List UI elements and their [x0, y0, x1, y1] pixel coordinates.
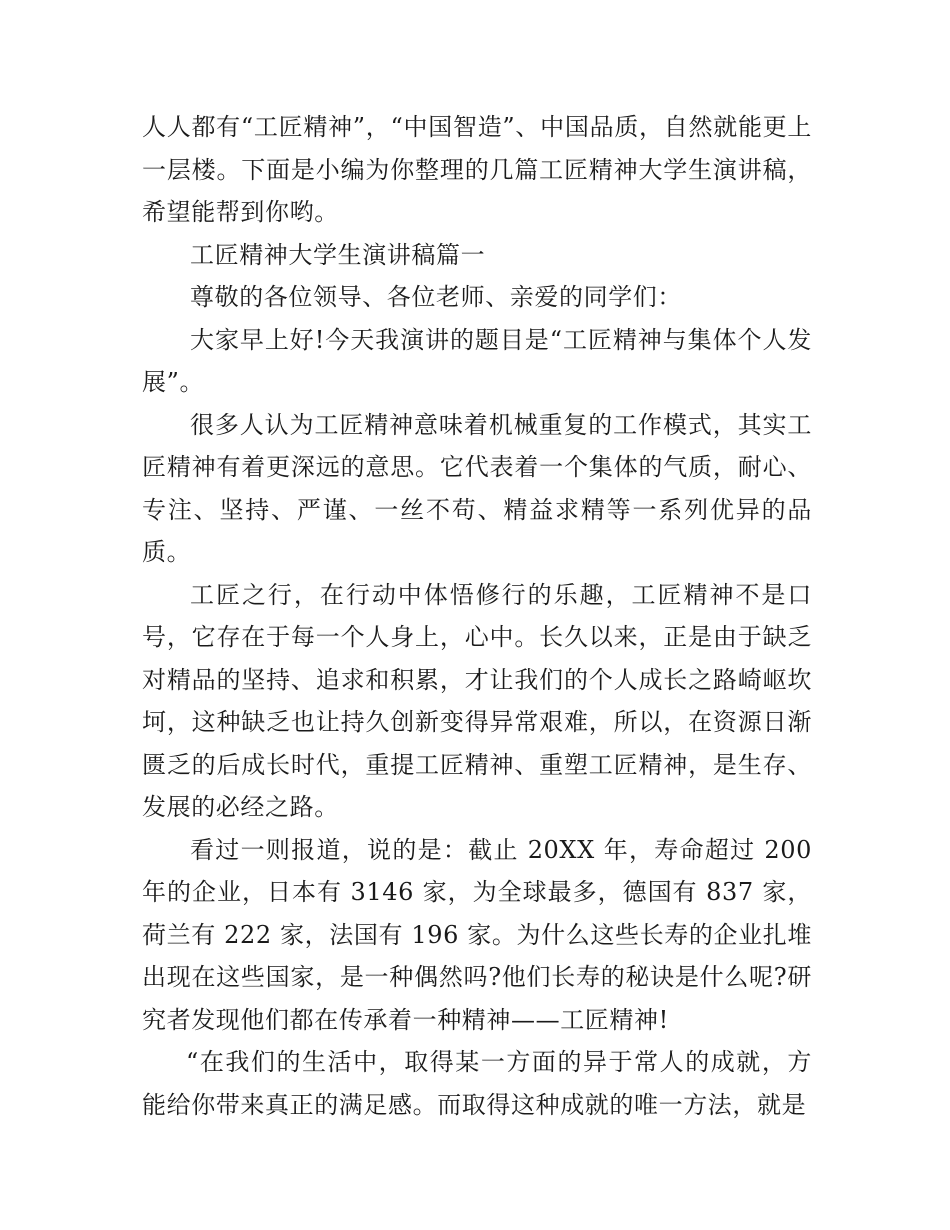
intro-paragraph: 人人都有“工匠精神”，“中国智造”、中国品质，自然就能更上一层楼。下面是小编为你整理的几篇工匠精神大学生演讲稿，希望能帮到你哟。 — [142, 113, 812, 226]
body-paragraph: 大家早上好!今天我演讲的题目是“工匠精神与集体个人发展”。 — [142, 325, 812, 396]
section-heading: 工匠精神大学生演讲稿篇一 — [190, 240, 486, 269]
document-body — [142, 106, 812, 1126]
body-paragraph: 工匠之行，在行动中体悟修行的乐趣，工匠精神不是口号，它存在于每一个人身上，心中。长久以来，正是由于缺乏对精品的坚持、追求和积累，才让我们的个人成长之路崎岖坎坷，这种缺乏也让持久创新变得异常艰难，所以，在资源日渐匮乏的后成长时代，重提工匠精神、重塑工匠精神，是生存、发展的必经之路。 — [142, 580, 812, 821]
body-paragraph: 很多人认为工匠精神意味着机械重复的工作模式，其实工匠精神有着更深远的意思。它代表着一个集体的气质，耐心、专注、坚持、严谨、一丝不苟、精益求精等一系列优异的品质。 — [142, 410, 812, 566]
body-paragraph: “在我们的生活中，取得某一方面的异于常人的成就，方能给你带来真正的满足感。而取得这种成就的唯一方法，就是 — [142, 1048, 812, 1119]
body-paragraph: 看过一则报道，说的是：截止 20XX 年，寿命超过 200 年的企业，日本有 3146 家，为全球最多，德国有 837 家，荷兰有 222 家，法国有 196 家。为什么这些长寿的企业扎堆出现在这些国家，是一种偶然吗?他们长寿的秘诀是什么呢?研究者发现他们都在传承着一种精神——工匠精神! — [142, 835, 812, 1034]
salutation: 尊敬的各位领导、各位老师、亲爱的同学们： — [190, 283, 682, 311]
